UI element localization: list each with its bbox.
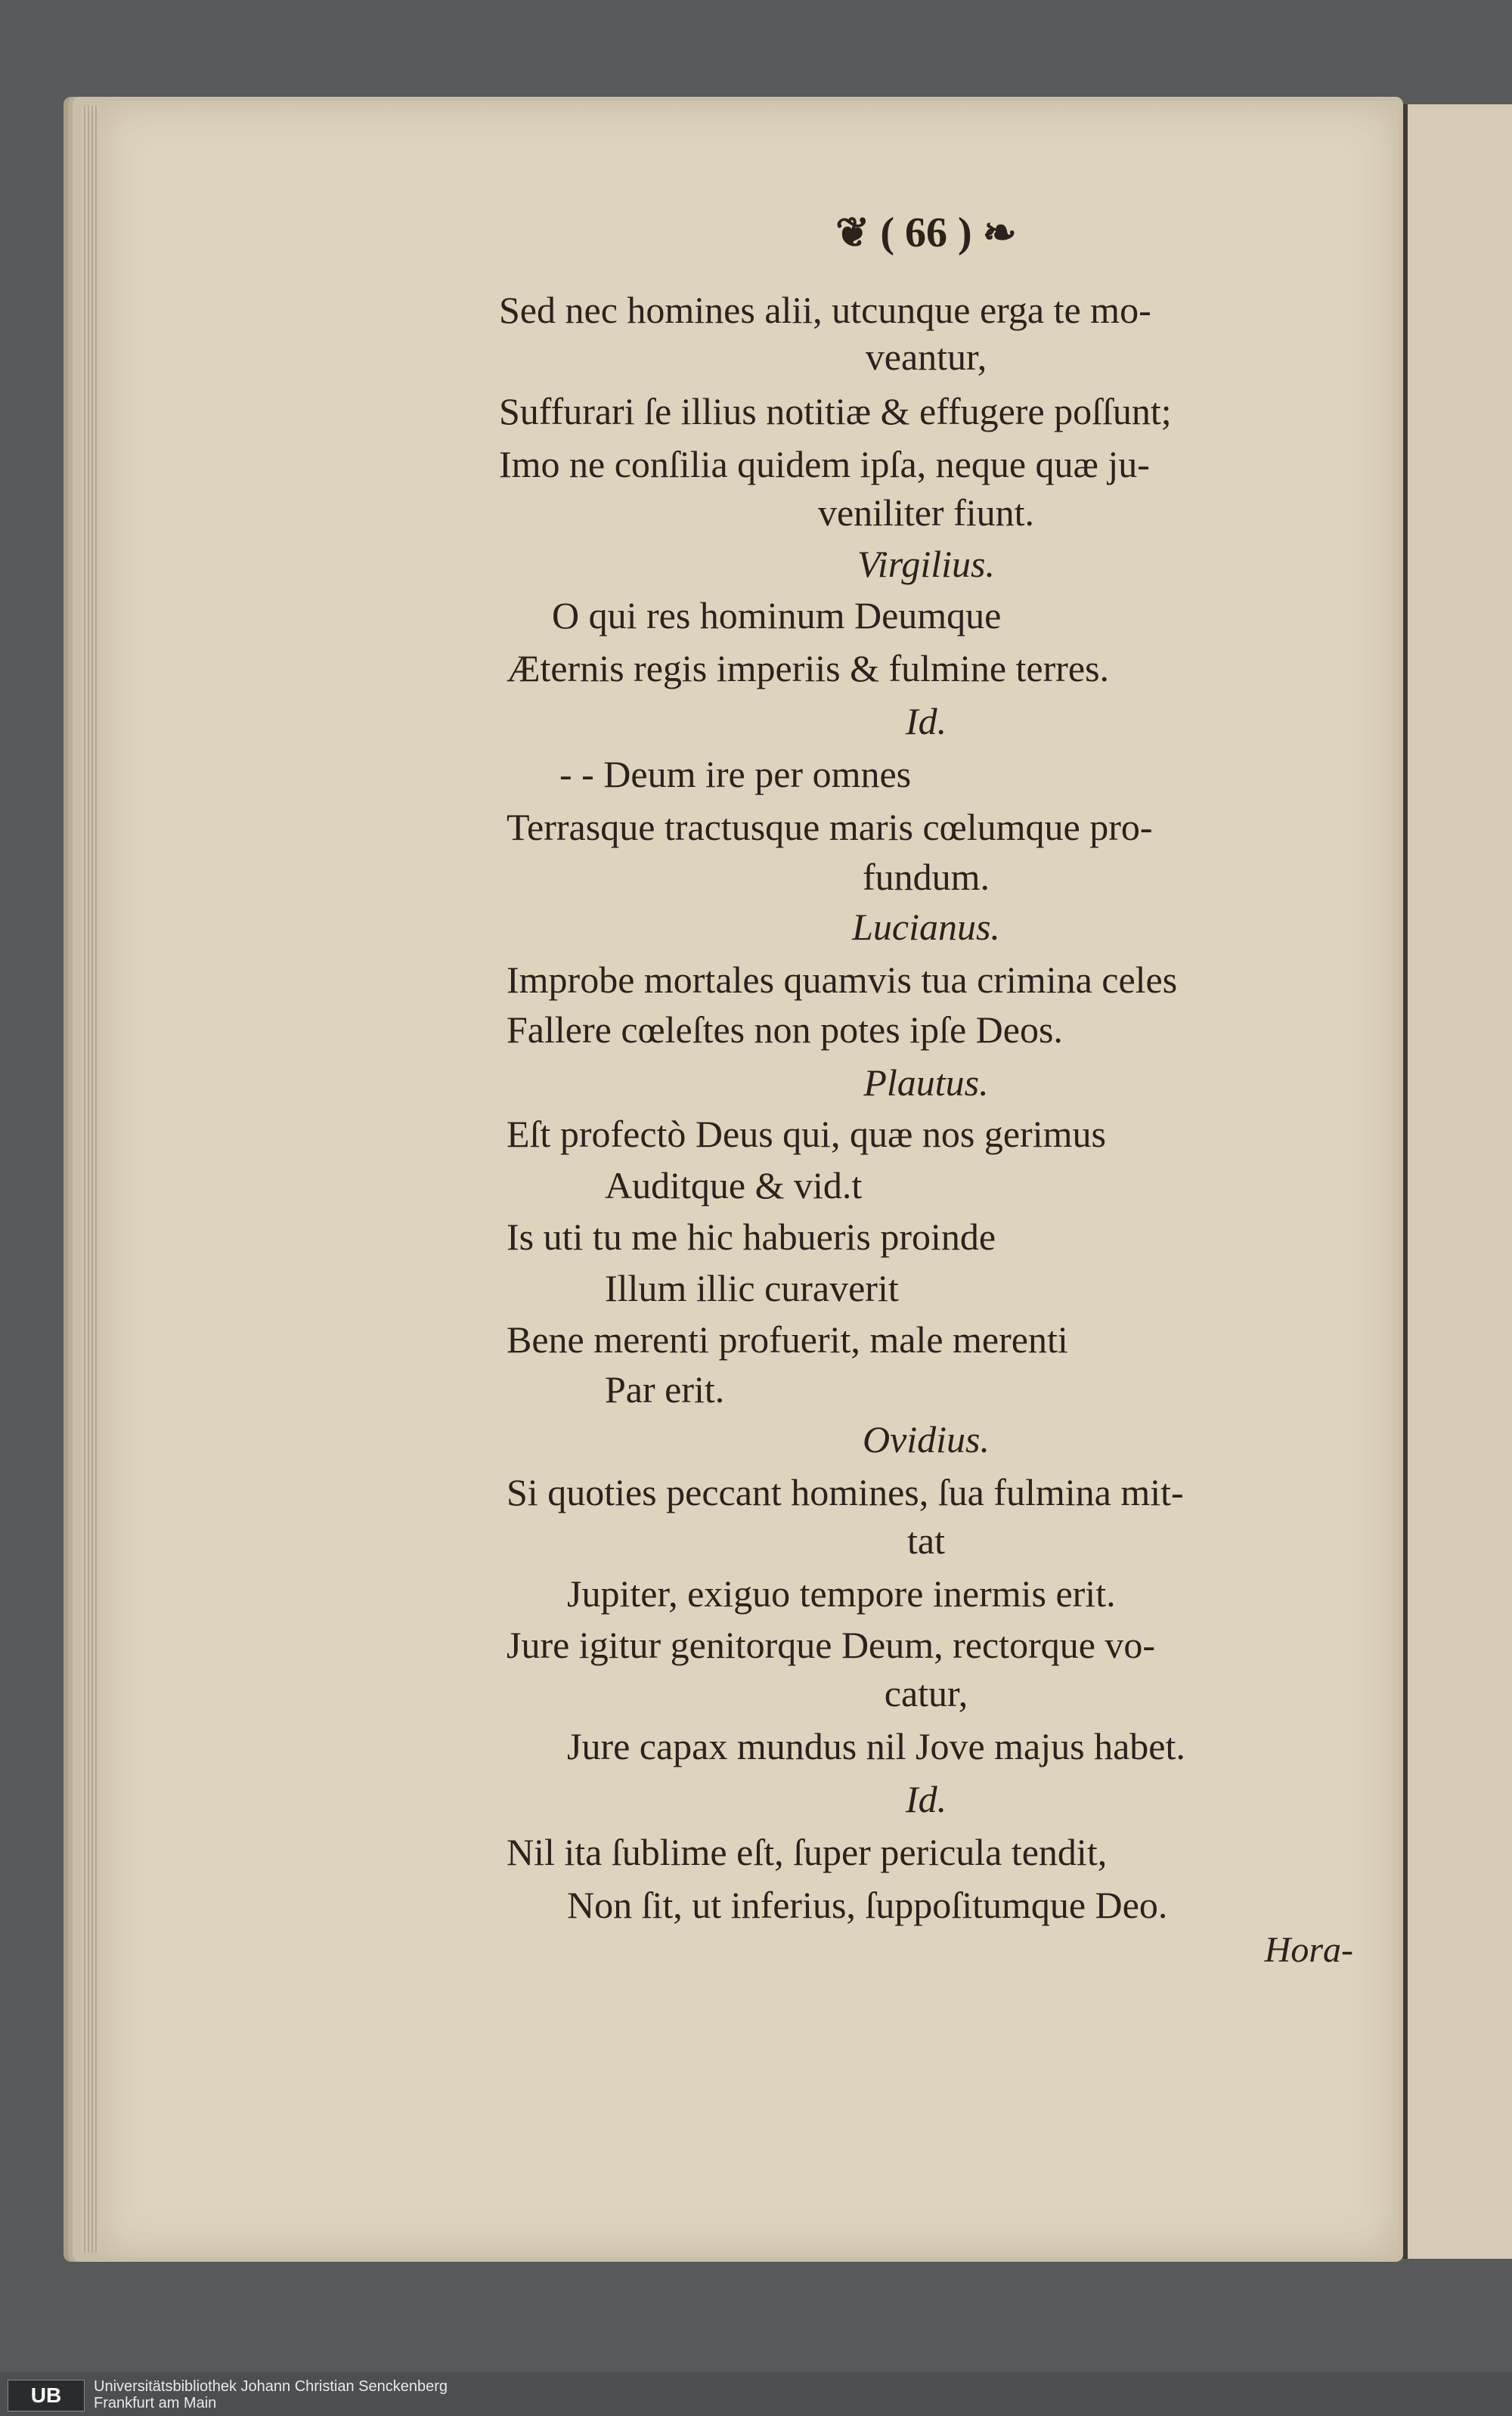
text-line: Eſt profectò Deus qui, quæ nos gerimus <box>507 1113 1106 1155</box>
author-heading: Plautus. <box>863 1061 989 1104</box>
text-line: Auditque & vid.t <box>605 1164 863 1206</box>
text-line: - - Deum ire per omnes <box>559 753 912 795</box>
text-line: Bene merenti profuerit, male merenti <box>507 1318 1068 1361</box>
text-line: Nil ita ſublime eſt, ſuper pericula tendit, <box>507 1831 1108 1873</box>
text-line: Is uti tu me hic habueris proinde <box>507 1216 996 1258</box>
text-line: Imo ne conſilia quidem ipſa, neque quæ ju- <box>499 443 1150 485</box>
text-line: fundum. <box>862 856 990 898</box>
text-line: veniliter fiunt. <box>817 491 1035 534</box>
institution-name: Universitätsbibliothek Johann Christian Senckenberg <box>94 2378 448 2395</box>
text-line: Jupiter, exiguo tempore inermis erit. <box>567 1572 1116 1615</box>
text-line: Non ſit, ut inferius, ſuppoſitumque Deo. <box>567 1884 1168 1926</box>
text-line: catur, <box>884 1672 968 1714</box>
text-line: Jure capax mundus nil Jove majus habet. <box>567 1725 1185 1767</box>
text-line: Par erit. <box>605 1368 725 1411</box>
facing-page-edge <box>1403 104 1512 2259</box>
text-line: Terrasque tractusque maris cœlumque pro- <box>507 806 1153 848</box>
library-footer <box>0 2372 1512 2416</box>
text-line: Jure igitur genitorque Deum, rectorque vo- <box>507 1624 1156 1666</box>
left-ornament-icon: ❦ <box>835 210 870 256</box>
text-line: tat <box>907 1519 945 1562</box>
text-line: Si quoties peccant homines, ſua fulmina mit- <box>507 1471 1184 1513</box>
text-line: veantur, <box>865 336 987 378</box>
text-line: Sed nec homines alii, utcunque erga te mo- <box>499 289 1151 331</box>
page-number: ( 66 ) <box>880 209 972 256</box>
page-header <box>499 210 1353 256</box>
author-heading: Id. <box>905 700 947 742</box>
author-heading: Virgilius. <box>857 543 995 585</box>
text-line: Improbe mortales quamvis tua crimina celes <box>507 959 1178 1001</box>
institution-city: Frankfurt am Main <box>94 2395 217 2411</box>
author-heading: Lucianus. <box>852 906 1000 948</box>
author-heading: Ovidius. <box>862 1418 990 1460</box>
text-line: Æternis regis imperiis & fulmine terres. <box>507 647 1110 689</box>
text-line: O qui res hominum Deumque <box>552 594 1002 637</box>
text-line: Suffurari ſe illius notitiæ & effugere poſſunt; <box>499 390 1172 432</box>
library-logo: UB <box>8 2380 85 2411</box>
text-line: Fallere cœleſtes non potes ipſe Deos. <box>507 1008 1063 1051</box>
right-ornament-icon: ❧ <box>982 210 1017 256</box>
catchword: Hora- <box>1264 1930 1353 1970</box>
author-heading: Id. <box>905 1778 947 1820</box>
text-line: Illum illic curaverit <box>605 1267 899 1309</box>
